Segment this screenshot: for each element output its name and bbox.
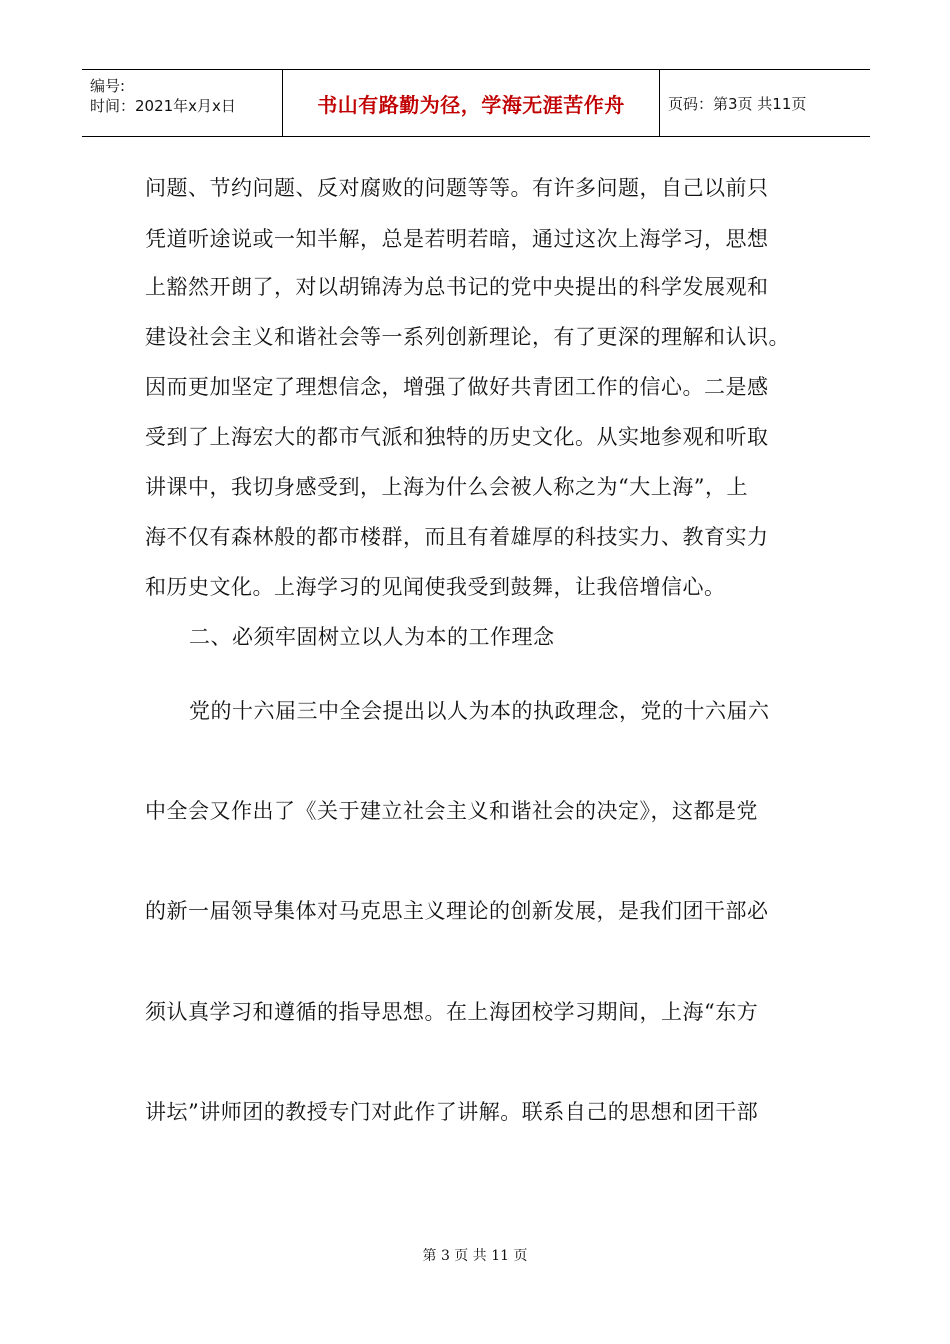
document-time-label: 时间：2021年x月x日	[90, 97, 236, 115]
paragraph-line: 讲坛”讲师团的教授专门对此作了讲解。联系自己的思想和团干部	[145, 1100, 759, 1124]
document-number-label: 编号:	[90, 77, 126, 95]
paragraph-line: 须认真学习和遵循的指导思想。在上海团校学习期间，上海“东方	[145, 1000, 759, 1024]
header-motto: 书山有路勤为径，学海无涯苦作舟	[317, 92, 625, 117]
header-motto-cell	[282, 70, 660, 136]
paragraph-line: 建设社会主义和谐社会等一系列创新理论，有了更深的理解和认识。	[145, 325, 790, 349]
paragraph-line: 党的十六届三中全会提出以人为本的执政理念，党的十六届六	[189, 699, 770, 723]
paragraph-line: 和历史文化。上海学习的见闻使我受到鼓舞，让我倍增信心。	[145, 575, 726, 599]
header-page-info: 页码：第3页 共11页	[668, 94, 807, 113]
paragraph-line: 受到了上海宏大的都市气派和独特的历史文化。从实地参观和听取	[145, 425, 769, 449]
paragraph-line: 问题、节约问题、反对腐败的问题等等。有许多问题，自己以前只	[145, 176, 769, 200]
paragraph-line: 的新一届领导集体对马克思主义理论的创新发展，是我们团干部必	[145, 899, 769, 923]
paragraph-line: 因而更加坚定了理想信念，增强了做好共青团工作的信心。二是感	[145, 375, 769, 399]
paragraph-line: 中全会又作出了《关于建立社会主义和谐社会的决定》，这都是党	[145, 799, 758, 823]
header-page-cell	[660, 70, 870, 136]
page-footer: 第 3 页 共 11 页	[422, 1248, 528, 1264]
document-header	[82, 69, 870, 137]
header-meta-cell	[82, 70, 282, 136]
paragraph-line: 海不仅有森林般的都市楼群，而且有着雄厚的科技实力、教育实力	[145, 525, 769, 549]
section-heading: 二、必须牢固树立以人为本的工作理念	[189, 625, 555, 649]
paragraph-line: 上豁然开朗了，对以胡锦涛为总书记的党中央提出的科学发展观和	[145, 275, 769, 299]
paragraph-line: 凭道听途说或一知半解，总是若明若暗，通过这次上海学习，思想	[145, 227, 769, 251]
paragraph-line: 讲课中，我切身感受到，上海为什么会被人称之为“大上海”，上	[145, 475, 748, 499]
